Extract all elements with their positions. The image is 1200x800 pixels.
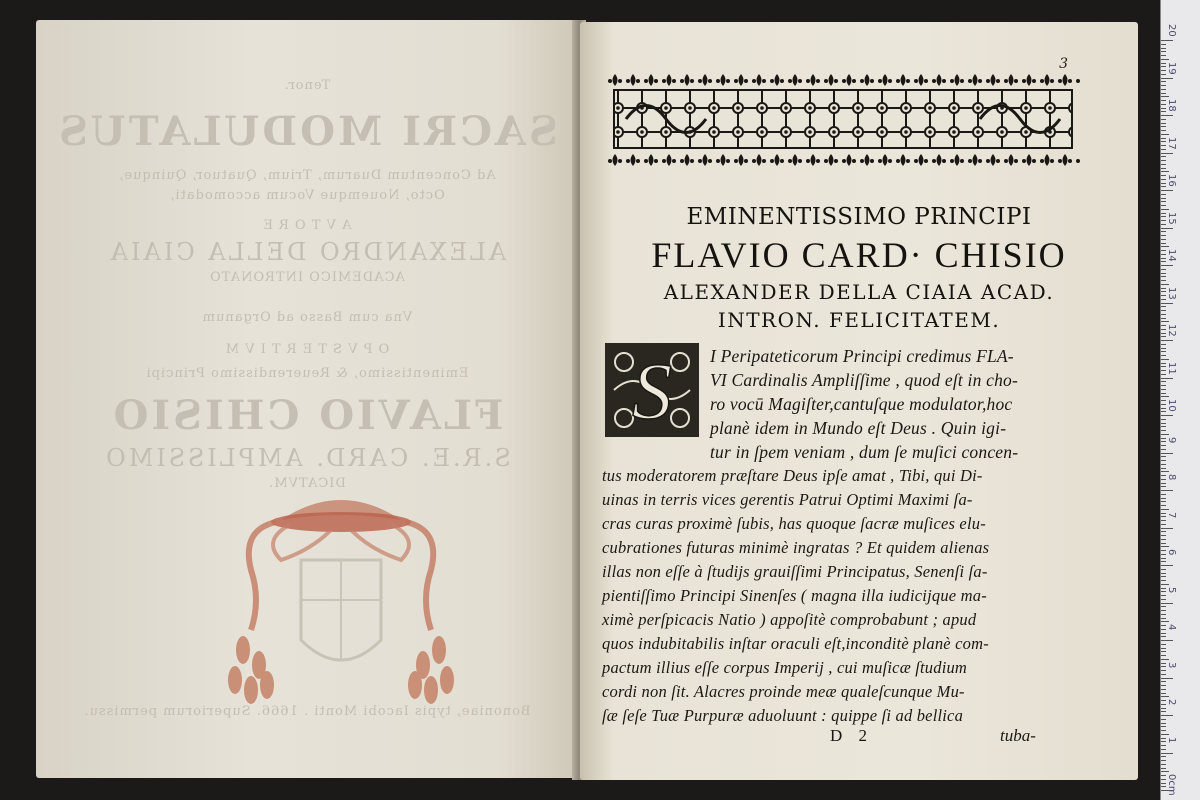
ruler-minor-tick <box>1161 213 1166 214</box>
ruler-minor-tick <box>1161 93 1166 94</box>
ruler-minor-tick <box>1161 404 1166 405</box>
ruler-label: 17 <box>1166 136 1177 150</box>
ruler-minor-tick <box>1161 479 1166 480</box>
ruler-label: 3 <box>1166 661 1177 668</box>
ruler-minor-tick <box>1161 239 1166 240</box>
ruler-minor-tick <box>1161 55 1166 56</box>
ruler-minor-tick <box>1161 254 1166 255</box>
ruler-minor-tick <box>1161 554 1166 555</box>
ruler-minor-tick <box>1161 44 1166 45</box>
ruler-minor-tick <box>1161 786 1166 787</box>
ruler-tick <box>1161 228 1173 229</box>
ruler-minor-tick <box>1161 430 1166 431</box>
ruler-minor-tick <box>1161 280 1166 281</box>
ruler-minor-tick <box>1161 314 1166 315</box>
dedication-heading: EMINENTISSIMO PRINCIPI <box>686 204 1032 230</box>
ghost-line: Octo, Nouemque Vocum accomodati, <box>169 188 445 203</box>
ruler-minor-tick <box>1161 494 1166 495</box>
ruler-minor-tick <box>1161 618 1166 619</box>
ruler-tick <box>1161 340 1173 341</box>
ruler-minor-tick <box>1161 561 1166 562</box>
body-line: uinas in terris vices gerentis Patrui Optimi Maximi ſa- <box>602 490 973 509</box>
ruler-minor-tick <box>1161 501 1166 502</box>
ruler-minor-tick <box>1161 569 1166 570</box>
ruler-minor-tick <box>1161 520 1166 521</box>
ruler-minor-tick <box>1161 475 1166 476</box>
ruler-minor-tick <box>1161 134 1169 135</box>
floral-initial-frame-image <box>604 342 700 438</box>
ruler-label: 10 <box>1166 399 1177 412</box>
ruler-label: 14 <box>1166 249 1177 262</box>
ruler-minor-tick <box>1161 464 1166 465</box>
ghost-line: Vna cum Basso ad Organum <box>201 310 413 325</box>
ruler-minor-tick <box>1161 393 1166 394</box>
body-line: cras curas proximè ſubis, has quoque ſacræ muſices elu- <box>602 514 986 533</box>
ruler-minor-tick <box>1161 419 1166 420</box>
ruler-minor-tick <box>1161 456 1166 457</box>
ruler-minor-tick <box>1161 730 1166 731</box>
ruler-minor-tick <box>1161 723 1166 724</box>
ruler-minor-tick <box>1161 138 1166 139</box>
greeting-line: INTRON. FELICITATEM. <box>717 308 1001 332</box>
ruler-label: 7 <box>1166 511 1177 518</box>
ruler-tick <box>1161 303 1173 304</box>
signature-mark: D 2 <box>830 726 874 745</box>
ruler-label: 15 <box>1166 211 1177 225</box>
ghost-line: Tenor. <box>283 78 331 93</box>
ruler-minor-tick <box>1161 291 1166 292</box>
ruler-tick <box>1161 190 1173 191</box>
ghost-imprint: Bononiae, typis Iacobi Monti . 1666. Superiorum permissu. <box>83 704 531 719</box>
ruler-label: 13 <box>1166 286 1177 300</box>
ruler-minor-tick <box>1161 51 1166 52</box>
ghost-line: A V T O R E <box>262 218 352 233</box>
ruler-minor-tick <box>1161 584 1169 585</box>
ruler-minor-tick <box>1161 85 1166 86</box>
ruler-minor-tick <box>1161 310 1166 311</box>
ruler-minor-tick <box>1161 224 1166 225</box>
ruler-minor-tick <box>1161 711 1166 712</box>
ruler-minor-tick <box>1161 175 1166 176</box>
ruler-minor-tick <box>1161 441 1166 442</box>
ruler-minor-tick <box>1161 400 1166 401</box>
ruler-label: 20 <box>1166 24 1177 37</box>
ruler-minor-tick <box>1161 438 1166 439</box>
ruler-minor-tick <box>1161 284 1169 285</box>
ruler-minor-tick <box>1161 535 1166 536</box>
ruler-minor-tick <box>1161 408 1166 409</box>
body-line: tur in ſpem veniam , dum ſe muſici concen- <box>710 442 1019 462</box>
ruler-minor-tick <box>1161 186 1166 187</box>
ruler-minor-tick <box>1161 726 1166 727</box>
ruler-minor-tick <box>1161 149 1166 150</box>
ruler-minor-tick <box>1161 171 1169 172</box>
ruler-minor-tick <box>1161 325 1166 326</box>
catchword: tuba- <box>1000 726 1036 745</box>
ruler-tick <box>1161 565 1173 566</box>
ruler-minor-tick <box>1161 250 1166 251</box>
ruler-minor-tick <box>1161 648 1166 649</box>
body-line: illas non eſſe à ſtudijs grauiſſimi Principatus, Senenſi ſa- <box>602 562 988 581</box>
ruler-minor-tick <box>1161 385 1166 386</box>
ruler-minor-tick <box>1161 663 1166 664</box>
ruler-minor-tick <box>1161 100 1166 101</box>
ruler-tick <box>1161 453 1173 454</box>
ruler-tick <box>1161 753 1173 754</box>
ruler-minor-tick <box>1161 96 1169 97</box>
ruler-minor-tick <box>1161 235 1166 236</box>
ruler-minor-tick <box>1161 599 1166 600</box>
ruler-minor-tick <box>1161 651 1166 652</box>
ruler-minor-tick <box>1161 111 1166 112</box>
author-line: ALEXANDER DELLA CIAIA ACAD. <box>663 280 1055 304</box>
ruler-minor-tick <box>1161 745 1166 746</box>
ruler-minor-tick <box>1161 359 1169 360</box>
ruler-minor-tick <box>1161 108 1166 109</box>
ruler-minor-tick <box>1161 445 1166 446</box>
ruler-minor-tick <box>1161 685 1166 686</box>
ruler-minor-tick <box>1161 261 1166 262</box>
ruler-minor-tick <box>1161 468 1166 469</box>
ruler-minor-tick <box>1161 59 1169 60</box>
body-line: pactum illius eſſe corpus Imperij , cui muſicæ ſtudium <box>602 658 968 677</box>
ruler-minor-tick <box>1161 295 1166 296</box>
body-line: VI Cardinalis Ampliſſime , quod eſt in cho- <box>710 370 1019 390</box>
ruler-minor-tick <box>1161 783 1166 784</box>
ruler-minor-tick <box>1161 595 1166 596</box>
decorated-initial <box>604 342 700 438</box>
ruler-minor-tick <box>1161 48 1166 49</box>
ruler-minor-tick <box>1161 351 1166 352</box>
ruler-minor-tick <box>1161 141 1166 142</box>
ghost-line: Ad Concentum Duarum, Trium, Quatuor, Quinque, <box>118 168 496 183</box>
ruler-minor-tick <box>1161 471 1169 472</box>
ruler-minor-tick <box>1161 546 1169 547</box>
ruler-minor-tick <box>1161 336 1166 337</box>
ruler-tick <box>1161 528 1173 529</box>
ruler-minor-tick <box>1161 389 1166 390</box>
ruler-minor-tick <box>1161 483 1166 484</box>
ruler-minor-tick <box>1161 550 1166 551</box>
ruler-label: 16 <box>1166 174 1177 187</box>
ruler-minor-tick <box>1161 700 1166 701</box>
ruler-minor-tick <box>1161 764 1166 765</box>
ruler-minor-tick <box>1161 220 1166 221</box>
body-line: tus moderatorem præſtare Deus ipſe amat , Tibi, qui Di- <box>602 466 983 485</box>
ruler-minor-tick <box>1161 246 1169 247</box>
ruler-minor-tick <box>1161 104 1166 105</box>
ruler-tick <box>1161 40 1173 41</box>
body-line: ximè perſpicacis Natio ) appoſitè comprobabunt ; apud <box>602 610 977 629</box>
ruler-minor-tick <box>1161 156 1166 157</box>
ruler-minor-tick <box>1161 434 1169 435</box>
ruler-minor-tick <box>1161 524 1166 525</box>
ruler-minor-tick <box>1161 201 1166 202</box>
ruler-minor-tick <box>1161 168 1166 169</box>
ruler-minor-tick <box>1161 63 1166 64</box>
ruler-minor-tick <box>1161 543 1166 544</box>
ruler-minor-tick <box>1161 160 1166 161</box>
body-line: pientiſſimo Principi Sinenſes ( magna illa iudicijque ma- <box>602 586 987 605</box>
ruler-minor-tick <box>1161 329 1166 330</box>
ruler-minor-tick <box>1161 674 1166 675</box>
ruler-minor-tick <box>1161 216 1166 217</box>
ruler-minor-tick <box>1161 591 1166 592</box>
ruler-tick <box>1161 640 1173 641</box>
ruler-minor-tick <box>1161 370 1166 371</box>
ruler-tick <box>1161 265 1173 266</box>
initial-letter: S <box>632 348 672 436</box>
ruler-minor-tick <box>1161 348 1166 349</box>
ruler-label: 5 <box>1166 586 1177 593</box>
ruler-tick <box>1161 378 1173 379</box>
body-line: ro vocū Magiſter,cantuſque modulator,hoc <box>710 394 1013 414</box>
ruler-minor-tick <box>1161 374 1166 375</box>
ruler-minor-tick <box>1161 513 1166 514</box>
ghost-line: DICATVM. <box>268 476 346 491</box>
ruler-minor-tick <box>1161 659 1169 660</box>
ruler-tick <box>1161 415 1173 416</box>
ruler-minor-tick <box>1161 288 1166 289</box>
ghost-dedicatee: FLAVIO CHISIO <box>110 392 504 439</box>
body-line: cordi non ſit. Alacres proinde meæ qualeſcunque Mu- <box>602 682 965 701</box>
ruler-minor-tick <box>1161 318 1166 319</box>
ruler-minor-tick <box>1161 738 1166 739</box>
ruler-minor-tick <box>1161 719 1166 720</box>
ruler-minor-tick <box>1161 243 1166 244</box>
ruler-label: 19 <box>1166 61 1177 75</box>
ruler-minor-tick <box>1161 231 1166 232</box>
ruler-minor-tick <box>1161 164 1166 165</box>
ruler-minor-tick <box>1161 66 1166 67</box>
ruler-label: 11 <box>1166 361 1177 375</box>
ruler-minor-tick <box>1161 505 1166 506</box>
ruler-minor-tick <box>1161 179 1166 180</box>
ruler-minor-tick <box>1161 366 1166 367</box>
ruler-minor-tick <box>1161 363 1166 364</box>
ruler-minor-tick <box>1161 333 1166 334</box>
ruler-minor-tick <box>1161 205 1166 206</box>
ruler-minor-tick <box>1161 708 1166 709</box>
ruler-minor-tick <box>1161 426 1166 427</box>
ruler-minor-tick <box>1161 779 1166 780</box>
ruler-minor-tick <box>1161 621 1169 622</box>
ruler-tick <box>1161 115 1173 116</box>
ruler-minor-tick <box>1161 396 1169 397</box>
ruler-minor-tick <box>1161 269 1166 270</box>
ruler-minor-tick <box>1161 768 1166 769</box>
ruler-tick <box>1161 78 1173 79</box>
ruler-minor-tick <box>1161 670 1166 671</box>
ruler-minor-tick <box>1161 321 1169 322</box>
ghost-line: O P V S T E R T I V M <box>224 342 390 357</box>
ruler-minor-tick <box>1161 681 1166 682</box>
ruler-minor-tick <box>1161 123 1166 124</box>
ruler-minor-tick <box>1161 119 1166 120</box>
ruler-minor-tick <box>1161 145 1166 146</box>
ruler-minor-tick <box>1161 696 1169 697</box>
ruler-minor-tick <box>1161 498 1166 499</box>
ghost-title: SACRI MODULATUS <box>56 108 558 155</box>
ruler-minor-tick <box>1161 655 1166 656</box>
ghost-author: ALEXANDRO DELLA CIAIA <box>107 238 507 266</box>
ruler-minor-tick <box>1161 258 1166 259</box>
measurement-ruler <box>1160 0 1200 800</box>
ruler-minor-tick <box>1161 734 1169 735</box>
ruler-minor-tick <box>1161 588 1166 589</box>
ruler-minor-tick <box>1161 381 1166 382</box>
ruler-label: 6 <box>1166 549 1177 556</box>
page-number: 3 <box>1059 56 1068 72</box>
ruler-tick <box>1161 715 1173 716</box>
ruler-minor-tick <box>1161 693 1166 694</box>
body-line: quos indubitabilis inſtar oraculi eſt,inconditè planè com- <box>602 634 989 653</box>
ruler-label: 12 <box>1166 324 1177 337</box>
ruler-minor-tick <box>1161 449 1166 450</box>
ruler-minor-tick <box>1161 610 1166 611</box>
ruler-minor-tick <box>1161 558 1166 559</box>
ruler-label: 4 <box>1166 624 1177 631</box>
body-line: cubrationes futuras minimè ingratas ? Et quidem alienas <box>602 538 990 557</box>
ruler-minor-tick <box>1161 606 1166 607</box>
ruler-label: 9 <box>1166 436 1177 443</box>
ruler-minor-tick <box>1161 516 1166 517</box>
ruler-minor-tick <box>1161 74 1166 75</box>
coat-of-arms-image <box>221 480 461 710</box>
body-line: I Peripateticorum Principi credimus FLA- <box>710 346 1014 366</box>
ruler-tick <box>1161 678 1173 679</box>
ruler-minor-tick <box>1161 460 1166 461</box>
ruler-minor-tick <box>1161 299 1166 300</box>
ruler-minor-tick <box>1161 689 1166 690</box>
ruler-minor-tick <box>1161 126 1166 127</box>
ruler-label: 8 <box>1166 474 1177 481</box>
left-page <box>36 20 578 778</box>
ruler-minor-tick <box>1161 423 1166 424</box>
ghost-line: Eminentissimo, & Reuerendissimo Principi <box>145 366 469 381</box>
right-page <box>580 22 1138 780</box>
ruler-minor-tick <box>1161 576 1166 577</box>
ghost-line: ACADEMICO INTRONATO <box>209 270 405 285</box>
ruler-label: 2 <box>1166 699 1177 706</box>
ruler-minor-tick <box>1161 209 1169 210</box>
ruler-minor-tick <box>1161 198 1166 199</box>
ruler-minor-tick <box>1161 70 1166 71</box>
ghost-line: S.R.E. CARD. AMPLISSIMO <box>103 444 511 472</box>
ruler-minor-tick <box>1161 625 1166 626</box>
ruler-minor-tick <box>1161 629 1166 630</box>
body-line: planè idem in Mundo eſt Deus . Quin igi- <box>710 418 1007 438</box>
ruler-minor-tick <box>1161 89 1166 90</box>
ruler-minor-tick <box>1161 644 1166 645</box>
ruler-minor-tick <box>1161 411 1166 412</box>
ruler-minor-tick <box>1161 704 1166 705</box>
ruler-label: 0cm <box>1166 774 1177 796</box>
ruler-minor-tick <box>1161 756 1166 757</box>
ruler-minor-tick <box>1161 775 1166 776</box>
ornamental-headpiece <box>606 72 1080 166</box>
ruler-tick <box>1161 490 1173 491</box>
ruler-minor-tick <box>1161 760 1166 761</box>
ruler-minor-tick <box>1161 636 1166 637</box>
ruler-minor-tick <box>1161 344 1166 345</box>
ruler-minor-tick <box>1161 614 1166 615</box>
ruler-minor-tick <box>1161 183 1166 184</box>
ruler-minor-tick <box>1161 573 1166 574</box>
ruler-minor-tick <box>1161 580 1166 581</box>
ruler-minor-tick <box>1161 633 1166 634</box>
ruler-minor-tick <box>1161 130 1166 131</box>
ruler-minor-tick <box>1161 539 1166 540</box>
ruler-label: 18 <box>1166 99 1177 112</box>
ruler-minor-tick <box>1161 486 1166 487</box>
body-line: ſæ ſeſe Tuæ Purpuræ aduoluunt : quippe ſi ad bellica <box>602 706 964 725</box>
ruler-minor-tick <box>1161 666 1166 667</box>
ruler-minor-tick <box>1161 276 1166 277</box>
ruler-minor-tick <box>1161 771 1169 772</box>
ruler-minor-tick <box>1161 509 1169 510</box>
ruler-minor-tick <box>1161 194 1166 195</box>
ruler-minor-tick <box>1161 355 1166 356</box>
ruler-minor-tick <box>1161 273 1166 274</box>
ruler-tick <box>1161 603 1173 604</box>
ruler-minor-tick <box>1161 306 1166 307</box>
ruler-tick <box>1161 153 1173 154</box>
ruler-minor-tick <box>1161 531 1166 532</box>
ruler-minor-tick <box>1161 749 1166 750</box>
dedicatee-name: FLAVIO CARD· CHISIO <box>651 235 1067 275</box>
ruler-label: 1 <box>1166 736 1177 743</box>
ruler-minor-tick <box>1161 81 1166 82</box>
ruler-minor-tick <box>1161 741 1166 742</box>
